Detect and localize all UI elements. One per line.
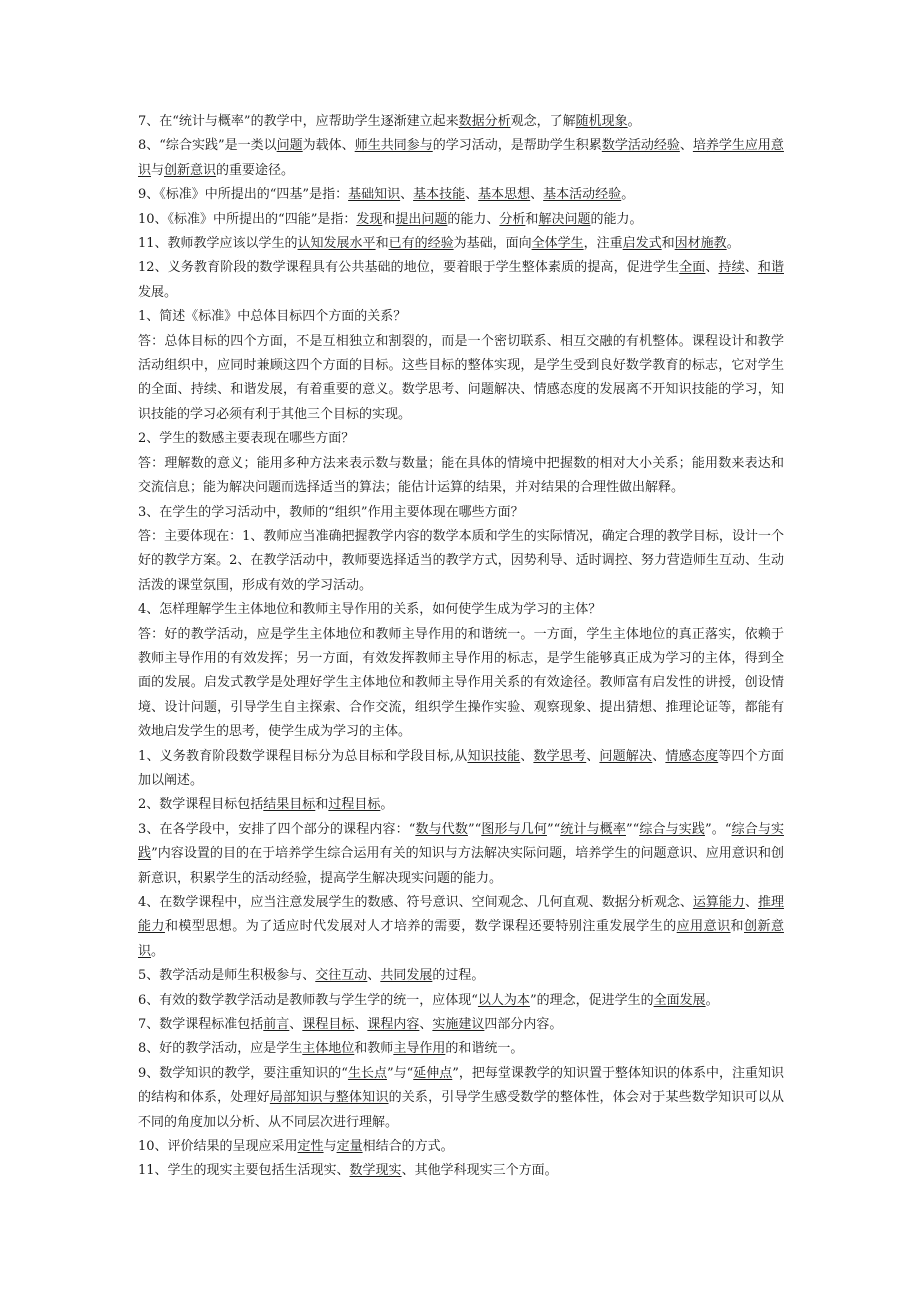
text-segment: 答：总体目标的四个方面，不是互相独立和割裂的，而是一个密切联系、相互交融的有机整体。课程设计和教学活动组织中，应同时兼顾这四个方面的目标。这些目标的整体实现，是学生受到良好数学教育的标志，它对学生的全面、持续、和谐发展，有着重要的意义。数学思考、问题解决、情感态度的发展离不开知识技能的学习，知识技能的学习必须有利于其他三个目标的实现。 [138, 333, 784, 422]
text-segment: 和模型思想。为了适应时代发展对人才培养的需要，数学课程还要特别注重发展学生的 [164, 919, 677, 935]
text-segment: 、 [465, 187, 479, 203]
text-segment: 11、学生的现实主要包括生活现实、 [138, 1163, 350, 1179]
text-segment: ”“ [467, 821, 482, 837]
underlined-answer: 综合与实践 [138, 821, 784, 862]
text-segment: 12、义务教育阶段的数学课程具有公共基础的地位，要着眼于学生整体素质的提高，促进学生 [138, 260, 680, 276]
text-segment: 的和谐统一。 [445, 1041, 524, 1057]
text-segment: 1、义务教育阶段数学课程目标分为总目标和学段目标,从 [138, 748, 468, 764]
text-segment: 4、在数学课程中，应当注意发展学生的数感、符号意识、空间观念、几何直观、数据分析观念、 [138, 895, 693, 910]
paragraph [138, 793, 784, 817]
text-segment: 10、评价结果的呈现应采用 [138, 1139, 298, 1155]
underlined-answer: 随机现象 [575, 114, 628, 129]
underlined-answer: 数与代数 [415, 821, 468, 837]
underlined-answer: 以人为本 [477, 992, 530, 1008]
text-segment: 、 [419, 1017, 433, 1033]
text-segment: 、 [705, 260, 719, 276]
underlined-answer: 解决问题 [538, 211, 591, 227]
text-segment: 3、在各学段中，安排了四个部分的课程内容：“ [138, 821, 416, 837]
underlined-answer: 和谐 [757, 260, 784, 276]
paragraph [138, 134, 784, 183]
paragraph [138, 183, 784, 207]
text-segment: 。 [627, 114, 641, 129]
underlined-answer: 基础知识 [348, 187, 401, 203]
paragraph [138, 501, 784, 525]
text-segment: ”与“ [386, 1065, 414, 1081]
underlined-answer: 延伸点 [413, 1065, 453, 1081]
text-segment: 。 [151, 943, 165, 959]
underlined-answer: 全面发展 [653, 992, 706, 1008]
text-segment: 8、好的教学活动，应是学生 [138, 1041, 303, 1057]
text-segment: 、其他学科现实三个方面。 [401, 1163, 558, 1179]
paragraph [138, 110, 784, 134]
text-segment: ”。“ [704, 821, 732, 837]
text-segment: 和 [375, 236, 389, 252]
text-segment: 为基础，面向 [453, 236, 532, 252]
text-segment: ”的理念，促进学生的 [529, 992, 654, 1008]
text-segment: 和 [382, 211, 396, 227]
underlined-answer: 分析 [499, 211, 526, 227]
text-segment: 和 [730, 919, 745, 935]
text-segment: 和 [661, 236, 675, 252]
text-segment: 。 [726, 236, 740, 252]
text-segment: 10、《标准》中所提出的“四能”是指： [138, 211, 357, 227]
paragraph [138, 891, 784, 964]
paragraph [138, 1013, 784, 1037]
underlined-answer: 定性 [297, 1139, 324, 1155]
underlined-answer: 共同发展 [380, 968, 433, 984]
text-segment: 四部分内容。 [484, 1017, 563, 1033]
underlined-answer: 培养学生应用意识 [138, 138, 784, 178]
text-segment: 发展。 [138, 284, 178, 300]
underlined-answer: 实施建议 [432, 1017, 485, 1033]
underlined-answer: 创新意识 [138, 919, 784, 959]
underlined-answer: 情感态度 [665, 748, 719, 764]
text-segment: 、 [354, 1017, 368, 1033]
text-segment: 。 [705, 992, 719, 1008]
paragraph [138, 305, 784, 329]
underlined-answer: 基本活动经验 [543, 187, 622, 203]
text-segment: 答：好的教学活动，应是学生主体地位和教师主导作用的和谐统一。一方面，学生主体地位的真正落实，依赖于教师主导作用的有效发挥；另一方面，有效发挥教师主导作用的标志，是学生能够真正成为学习的主体，得到全面的发展。启发式教学是处理好学生主体地位和教师主导作用关系的有效途径。教师富有启发性的讲授，创设情境、设计问题，引导学生自主探索、合作交流，组织学生操作实验、观察现象、提出猜想、推理论证等，都能有效地启发学生的思考，使学生成为学习的主体。 [138, 626, 784, 740]
paragraph [138, 208, 784, 232]
paragraph [138, 745, 784, 794]
text-segment: 4、怎样理解学生主体地位和教师主导作用的关系，如何使学生成为学习的主体？ [138, 602, 602, 618]
underlined-answer: 主导作用 [393, 1041, 446, 1057]
paragraph [138, 964, 784, 988]
paragraph [138, 598, 784, 622]
underlined-answer: 提出问题 [395, 211, 448, 227]
text-segment: 答：理解数的意义；能用多种方法来表示数与数量；能在具体的情境中把握数的相对大小关系；能用数来表达和交流信息；能为解决问题而选择适当的算法；能估计运算的结果，并对结果的合理性做出解释。 [138, 455, 784, 496]
text-segment: 相结合的方式。 [362, 1139, 454, 1155]
underlined-answer: 基本思想 [478, 187, 531, 203]
text-segment: 。 [380, 797, 394, 813]
text-segment: 2、学生的数感主要表现在哪些方面？ [138, 431, 355, 447]
underlined-answer: 发现 [356, 211, 383, 227]
text-segment: ”内容设置的目的在于培养学生综合运用有关的知识与方法解决实际问题，培养学生的问题意识、应用意识和创新意识，积累学生的活动经验，提高学生解决现实问题的能力。 [138, 846, 784, 886]
underlined-answer: 结果目标 [263, 797, 316, 813]
underlined-answer: 知识技能 [467, 748, 521, 764]
text-segment: 的学习活动，是帮助学生积累 [432, 138, 602, 154]
paragraph [138, 452, 784, 501]
text-segment: 9、数学知识的教学，要注重知识的“ [138, 1065, 348, 1081]
text-segment: ”“ [546, 821, 561, 837]
text-segment: 11、教师教学应该以学生的 [138, 236, 298, 252]
underlined-answer: 认知发展水平 [297, 236, 376, 252]
underlined-answer: 数学现实 [349, 1163, 402, 1179]
text-segment: 等四个方面加以阐述。 [138, 748, 784, 788]
text-segment: 与 [151, 162, 165, 178]
underlined-answer: 定量 [336, 1139, 363, 1155]
text-segment: 2、数学课程目标包括 [138, 797, 264, 813]
paragraph [138, 427, 784, 451]
text-segment: 8、“综合实践”是一类以 [138, 138, 277, 154]
text-segment: ，注重 [583, 236, 623, 252]
underlined-answer: 推理能力 [138, 895, 784, 935]
paragraph [138, 1135, 784, 1159]
underlined-answer: 问题 [276, 138, 303, 154]
underlined-answer: 主体地位 [302, 1041, 355, 1057]
text-segment: 、 [679, 138, 693, 154]
text-segment: 、 [586, 748, 600, 764]
text-segment: 、 [520, 748, 534, 764]
underlined-answer: 全体学生 [531, 236, 584, 252]
text-segment: 的重要途径。 [216, 162, 295, 178]
text-segment: 3、在学生的学习活动中，教师的“组织”作用主要体现在哪些方面？ [138, 504, 524, 520]
text-segment: 为载体、 [302, 138, 355, 154]
underlined-answer: 综合与实践 [639, 821, 705, 837]
text-segment: 的能力。 [590, 211, 643, 227]
underlined-answer: 课程目标 [302, 1017, 355, 1033]
text-segment: 5、教学活动是师生积极参与、 [138, 968, 316, 984]
text-segment: 9、《标准》中所提出的“四基”是指： [138, 187, 349, 203]
underlined-answer: 前言 [263, 1017, 290, 1033]
underlined-answer: 问题解决 [599, 748, 653, 764]
text-segment: 。 [621, 187, 635, 203]
underlined-answer: 创新意识 [164, 162, 217, 178]
text-segment: 的过程。 [432, 968, 485, 984]
text-segment: 的能力、 [447, 211, 500, 227]
paragraph [138, 623, 784, 745]
text-segment: 7、数学课程标准包括 [138, 1017, 264, 1033]
underlined-answer: 启发式 [622, 236, 662, 252]
text-segment: 6、有效的数学教学活动是教师教与学生学的统一，应体现“ [138, 992, 478, 1008]
paragraph [138, 989, 784, 1013]
text-segment: 和教师 [354, 1041, 394, 1057]
underlined-answer: 图形与几何 [481, 821, 547, 837]
text-segment: 、 [744, 260, 758, 276]
underlined-answer: 过程目标 [328, 797, 381, 813]
text-segment: 、 [652, 748, 666, 764]
paragraph [138, 1037, 784, 1061]
underlined-answer: 应用意识 [676, 919, 731, 935]
underlined-answer: 数据分析 [458, 114, 511, 129]
text-segment: 和 [525, 211, 539, 227]
underlined-answer: 运算能力 [692, 895, 745, 910]
underlined-answer: 已有的经验 [388, 236, 454, 252]
underlined-answer: 局部知识与整体知识 [269, 1090, 389, 1106]
text-segment: 、 [400, 187, 414, 203]
underlined-answer: 数学思考 [533, 748, 587, 764]
underlined-answer: 统计与概率 [560, 821, 626, 837]
text-segment: 答：主要体现在：1、教师应当准确把握教学内容的数学本质和学生的实际情况，确定合理的教学目标，设计一个好的教学方案。2、在教学活动中，教师要选择适当的教学方式，因势利导、适时调控、努力营造师生互动、生动活泼的课堂氛围，形成有效的学习活动。 [138, 528, 784, 593]
text-segment: ”，把每堂课教学的知识置于整体知识的体系中，注重知识的结构和体系，处理好 [138, 1065, 784, 1106]
paragraph [138, 1159, 784, 1183]
underlined-answer: 基本技能 [413, 187, 466, 203]
underlined-answer: 课程内容 [367, 1017, 420, 1033]
text-segment: 、 [367, 968, 381, 984]
paragraph [138, 525, 784, 598]
text-segment: 和 [315, 797, 329, 813]
text-segment: 、 [289, 1017, 303, 1033]
paragraph [138, 232, 784, 256]
text-segment: 的关系，引导学生感受数学的整体性，体会对于某些数学知识可以从不同的角度加以分析、从不同层次进行理解。 [138, 1090, 784, 1130]
text-segment: 7、在“统计与概率”的教学中，应帮助学生逐渐建立起来 [138, 114, 459, 129]
paragraph [138, 330, 784, 428]
document-body [138, 110, 784, 1184]
text-segment: 与 [323, 1139, 337, 1155]
paragraph [138, 256, 784, 305]
text-segment: ”“ [625, 821, 640, 837]
underlined-answer: 交往互动 [315, 968, 368, 984]
underlined-answer: 持续 [718, 260, 745, 276]
underlined-answer: 师生共同参与 [354, 138, 433, 154]
paragraph [138, 1062, 784, 1135]
text-segment: 、 [744, 895, 758, 910]
underlined-answer: 全面 [679, 260, 706, 276]
text-segment: 观念，了解 [510, 114, 576, 129]
underlined-answer: 数学活动经验 [601, 138, 680, 154]
text-segment: 、 [530, 187, 544, 203]
underlined-answer: 因材施教 [674, 236, 727, 252]
underlined-answer: 生长点 [347, 1065, 387, 1081]
text-segment: 1、简述《标准》中总体目标四个方面的关系？ [138, 309, 407, 325]
paragraph [138, 818, 784, 891]
